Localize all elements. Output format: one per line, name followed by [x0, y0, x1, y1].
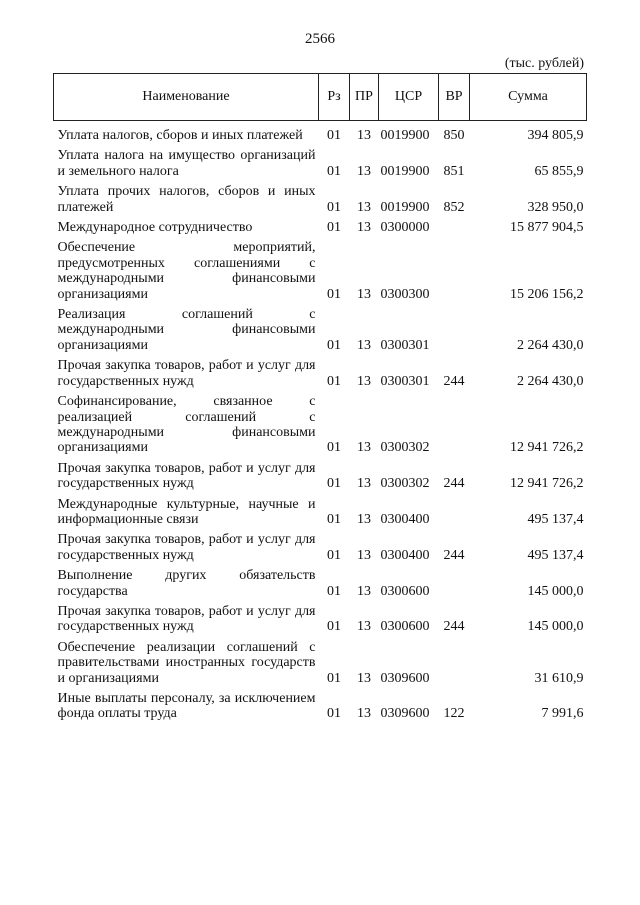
table-header-row	[54, 74, 587, 121]
row-vr	[439, 240, 470, 307]
row-pr: 13	[357, 476, 371, 492]
row-vr: 244	[443, 547, 465, 563]
row-pr: 13	[357, 440, 371, 456]
row-sum: 2 264 430,0	[517, 337, 584, 353]
row-vr: 244	[443, 476, 465, 492]
row-name: Обеспечение мероприятий, предусмотренных соглашениями с международными финансовыми организациями	[57, 240, 316, 302]
row-pr: 13	[357, 583, 371, 599]
row-pr: 13	[357, 128, 371, 143]
column-header-pr: ПР	[350, 74, 379, 121]
row-rz: 01	[327, 706, 341, 722]
row-rz: 01	[327, 583, 341, 599]
row-pr: 13	[357, 373, 371, 389]
table-row	[54, 568, 587, 604]
row-vr: 244	[443, 373, 465, 389]
row-sum: 15 206 156,2	[510, 286, 584, 302]
row-csr: 0300600	[380, 583, 430, 599]
table-row	[54, 640, 587, 691]
row-name: Софинансирование, связанное с реализацией соглашений с международными финансовыми организациями	[57, 394, 316, 456]
table-row	[54, 394, 587, 461]
table-row	[54, 121, 587, 149]
table-row	[54, 532, 587, 568]
row-rz: 01	[327, 476, 341, 492]
row-pr: 13	[357, 163, 371, 179]
row-csr: 0019900	[380, 128, 430, 143]
row-sum: 2 264 430,0	[517, 373, 584, 389]
row-sum: 12 941 726,2	[510, 440, 584, 456]
row-pr: 13	[357, 547, 371, 563]
row-sum: 495 137,4	[527, 547, 584, 563]
row-csr: 0309600	[380, 670, 430, 686]
row-name: Прочая закупка товаров, работ и услуг для государственных нужд	[57, 460, 316, 492]
row-sum: 394 805,9	[527, 128, 584, 143]
row-csr: 0019900	[380, 199, 430, 215]
row-rz: 01	[327, 163, 341, 179]
row-vr	[439, 497, 470, 533]
table-row	[54, 461, 587, 497]
row-name: Иные выплаты персоналу, за исключением фонда оплаты труда	[57, 691, 316, 722]
row-pr: 13	[357, 286, 371, 302]
row-vr	[439, 307, 470, 358]
row-csr: 0300302	[380, 440, 430, 456]
row-rz: 01	[327, 440, 341, 456]
row-vr: 851	[443, 163, 465, 179]
row-pr: 13	[357, 337, 371, 353]
row-vr	[439, 568, 470, 604]
row-csr: 0300600	[380, 619, 430, 635]
row-csr: 0300300	[380, 286, 430, 302]
row-sum: 495 137,4	[527, 511, 584, 527]
row-pr: 13	[357, 511, 371, 527]
table-row	[54, 184, 587, 220]
column-header-name: Наименование	[54, 74, 319, 121]
row-csr: 0019900	[380, 163, 430, 179]
table-row	[54, 691, 587, 727]
row-sum: 12 941 726,2	[510, 476, 584, 492]
page-number: 2566	[305, 31, 335, 47]
row-vr: 244	[443, 619, 465, 635]
units-label: (тыс. рублей)	[504, 56, 584, 71]
row-name: Прочая закупка товаров, работ и услуг для государственных нужд	[57, 532, 316, 563]
row-name: Прочая закупка товаров, работ и услуг для государственных нужд	[57, 603, 316, 635]
row-csr: 0300400	[380, 547, 430, 563]
row-csr: 0300000	[380, 220, 430, 236]
row-csr: 0300301	[380, 373, 430, 389]
row-csr: 0309600	[380, 706, 430, 722]
row-sum: 31 610,9	[534, 670, 584, 686]
row-pr: 13	[357, 706, 371, 722]
row-rz: 01	[327, 220, 341, 236]
row-vr	[439, 640, 470, 691]
row-vr	[439, 394, 470, 461]
row-name: Обеспечение реализации соглашений с правительствами иностранных государств и организациями	[57, 639, 316, 686]
row-pr: 13	[357, 220, 371, 236]
row-pr: 13	[357, 199, 371, 215]
table-row	[54, 358, 587, 394]
row-sum: 145 000,0	[527, 619, 584, 635]
row-name: Уплата прочих налогов, сборов и иных платежей	[57, 184, 316, 215]
row-name: Международные культурные, научные и информационные связи	[57, 496, 316, 527]
row-vr: 850	[443, 128, 465, 143]
table-row	[54, 148, 587, 184]
row-rz: 01	[327, 619, 341, 635]
row-rz: 01	[327, 199, 341, 215]
row-name: Уплата налога на имущество организаций и земельного налога	[57, 148, 316, 179]
row-rz: 01	[327, 511, 341, 527]
row-pr: 13	[357, 670, 371, 686]
row-pr: 13	[357, 619, 371, 635]
table-row	[54, 604, 587, 640]
table-row	[54, 497, 587, 533]
column-header-rz: Рз	[319, 74, 350, 121]
row-name: Прочая закупка товаров, работ и услуг для государственных нужд	[57, 358, 316, 389]
row-csr: 0300302	[380, 476, 430, 492]
row-sum: 15 877 904,5	[510, 220, 584, 236]
row-vr: 852	[443, 199, 465, 215]
row-name: Реализация соглашений с международными финансовыми организациями	[57, 307, 316, 353]
row-rz: 01	[327, 337, 341, 353]
table-row	[54, 220, 587, 240]
budget-table	[53, 73, 587, 727]
row-sum: 65 855,9	[534, 163, 584, 179]
row-vr	[439, 220, 470, 240]
row-name: Уплата налогов, сборов и иных платежей	[57, 128, 303, 143]
row-rz: 01	[327, 286, 341, 302]
row-sum: 328 950,0	[527, 199, 584, 215]
row-rz: 01	[327, 547, 341, 563]
row-name: Международное сотрудничество	[57, 220, 253, 236]
column-header-vr: ВР	[439, 74, 470, 121]
row-vr: 122	[443, 706, 465, 722]
row-sum: 7 991,6	[541, 706, 584, 722]
row-sum: 145 000,0	[527, 583, 584, 599]
table-row	[54, 240, 587, 307]
column-header-csr: ЦСР	[379, 74, 439, 121]
column-header-sum: Сумма	[470, 74, 587, 121]
row-rz: 01	[327, 128, 341, 143]
row-rz: 01	[327, 670, 341, 686]
row-csr: 0300400	[380, 511, 430, 527]
row-name: Выполнение других обязательств государства	[57, 568, 316, 599]
row-rz: 01	[327, 373, 341, 389]
row-csr: 0300301	[380, 337, 430, 353]
table-row	[54, 307, 587, 358]
